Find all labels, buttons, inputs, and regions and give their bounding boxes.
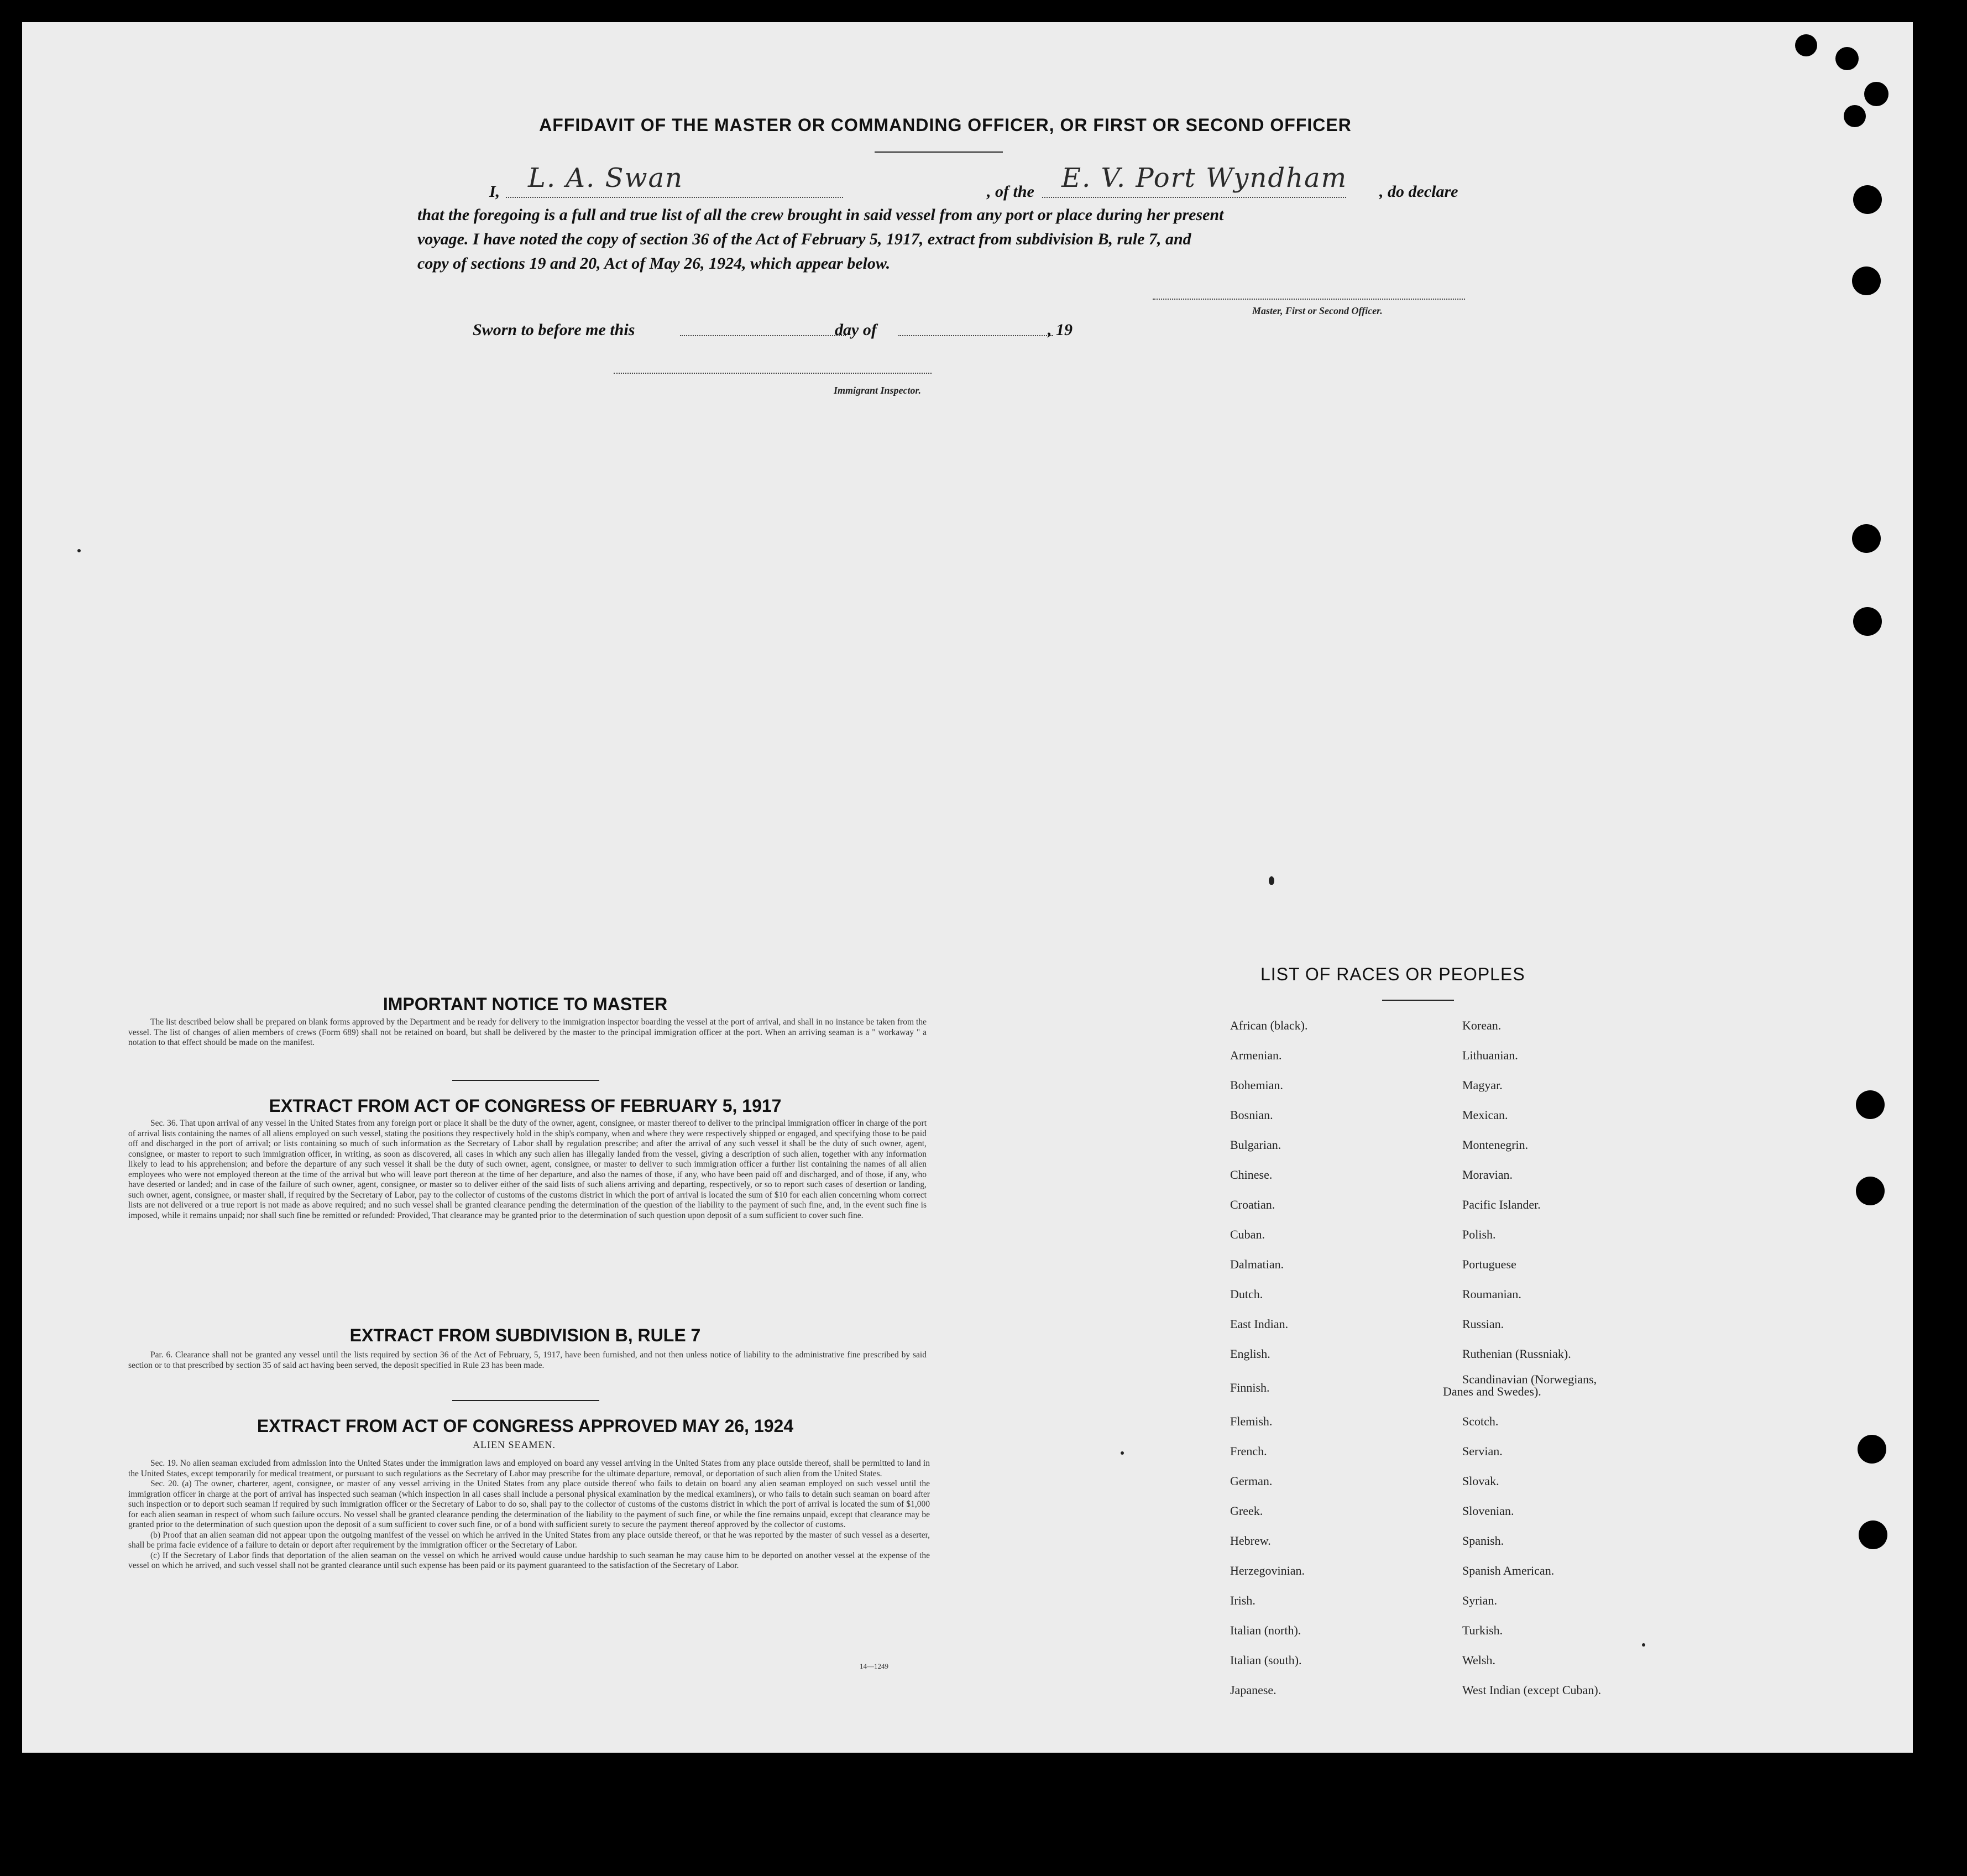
race-item: Welsh.: [1462, 1653, 1495, 1667]
affidavit-title: AFFIDAVIT OF THE MASTER OR COMMANDING OFFICER, OR FIRST OR SECOND OFFICER: [539, 115, 1352, 135]
hole-icon: [1852, 266, 1881, 295]
race-item: Cuban.: [1230, 1227, 1265, 1241]
race-item: Scotch.: [1462, 1414, 1499, 1428]
declaration-line-4: copy of sections 19 and 20, Act of May 26, 1924, which appear below.: [417, 254, 891, 273]
race-item: Slovenian.: [1462, 1504, 1514, 1518]
race-item: English.: [1230, 1347, 1270, 1361]
race-item: Pacific Islander.: [1462, 1198, 1541, 1211]
race-item: Moravian.: [1462, 1168, 1513, 1182]
hole-icon: [1856, 1090, 1885, 1119]
extract-1917-title: EXTRACT FROM ACT OF CONGRESS OF FEBRUARY 5, 1917: [269, 1096, 782, 1116]
race-item: Mexican.: [1462, 1108, 1508, 1122]
extract-1924-title: EXTRACT FROM ACT OF CONGRESS APPROVED MAY 26, 1924: [257, 1416, 794, 1436]
race-item: Korean.: [1462, 1018, 1502, 1032]
section-20a: Sec. 20. (a) The owner, charterer, agent, consignee, or master of any vessel arriving in the United States from any place outside thereof who fails to detain on board any alien seaman employed on such vessel until the immigration officer in charge at the port of arrival has inspected such seaman (which inspection in all cases shall include a personal physical examination by the medical examiners), or who fails to detain such seaman on board after such inspection or to deport such seaman if required by such immigration officer or the Secretary of Labor to do so, shall pay to the collector of customs of the customs district in which the port of arrival is located the sum of $1,000 for each alien seaman in respect of whom such failure occurs. No vessel shall be granted clearance pending the determination of the liability to the payment of such fine, or while the fine remains unpaid, except that clearance may be granted prior to the determination of such question upon the deposit of a sum sufficient to cover such fine, or of a bond with sufficient surety to secure the payment thereof approved by the collector of customs.: [128, 1479, 930, 1529]
notice-body: The list described below shall be prepared on blank forms approved by the Department and be ready for delivery to the immigration inspector boarding the vessel at the port of arrival, and shall in no instance be taken from the vessel. The list of changes of alien members of crews (Form 689) shall not be retained on board, but shall be delivered by the master to the principal immigration officer at the port. When an arriving seaman is a " workaway " a notation to that effect should be made on the manifest.: [128, 1017, 927, 1047]
rule7-title: EXTRACT FROM SUBDIVISION B, RULE 7: [349, 1325, 701, 1345]
inspector-caption: Immigrant Inspector.: [834, 385, 922, 396]
inspector-signature-line: [614, 373, 932, 374]
section-19: Sec. 19. No alien seaman excluded from admission into the United States under the immigration laws and employed on board any vessel arriving in the United States from any place outside thereof, shall be permitted to land in the United States, except temporarily for medical treatment, or pursuant to such regulations as the Secretary of Labor may prescribe for the ultimate departure, removal, or deportation of such alien from the United States.: [128, 1459, 930, 1478]
hole-icon: [1844, 105, 1866, 127]
hole-icon: [1795, 34, 1817, 56]
race-item: Bosnian.: [1230, 1108, 1273, 1122]
race-item: Scandinavian (Norwegians,: [1462, 1372, 1597, 1386]
race-item: Armenian.: [1230, 1048, 1282, 1062]
race-item: Spanish American.: [1462, 1564, 1555, 1577]
race-item: Italian (north).: [1230, 1623, 1301, 1637]
extract-1924-subtitle: ALIEN SEAMEN.: [473, 1439, 556, 1450]
race-item: Ruthenian (Russniak).: [1462, 1347, 1571, 1361]
master-signature: L. A. Swan: [528, 163, 684, 194]
extract-1924-body: [128, 1459, 930, 1662]
race-item: Finnish.: [1230, 1381, 1270, 1394]
race-item: Servian.: [1462, 1444, 1503, 1458]
race-item: Hebrew.: [1230, 1534, 1271, 1548]
declaration-prefix: I,: [489, 182, 500, 201]
section-20c: (c) If the Secretary of Labor finds that deportation of the alien seaman on the vessel on which he arrived would cause undue hardship to such seaman he may cause him to be deported on another vessel at the expense of the vessel on which he arrived, and such vessel shall not be granted clearance until such expense has been paid or its payment guaranteed to the satisfaction of the Secretary of Labor.: [128, 1550, 930, 1570]
race-item: Greek.: [1230, 1504, 1263, 1518]
divider: [452, 1080, 599, 1081]
hole-icon: [1856, 1177, 1885, 1205]
hole-icon: [1858, 1435, 1886, 1464]
race-item: Turkish.: [1462, 1623, 1503, 1637]
sworn-month-field: [898, 335, 1053, 336]
divider: [452, 1400, 599, 1401]
race-item: Bohemian.: [1230, 1078, 1283, 1092]
extract-1917-body: Sec. 36. That upon arrival of any vessel in the United States from any foreign port or place it shall be the duty of the owner, agent, consignee, or master thereof to deliver to the principal immigration officer in charge of the port of arrival lists containing the names of all aliens employed on such vessel, stating the positions they respectively hold in the ship's company, when and where they were respectively shipped or engaged, and specifying those to be paid off and discharged in the port of arrival; or lists containing so much of such information as the Secretary of Labor shall by regulation prescribe; and after the arrival of any such vessel it shall be the duty of such owner, agent, consignee, or master to report to such immigration officer, in writing, as soon as discovered, all cases in which any such alien has illegally landed from the vessel, giving a description of such alien, together with any information likely to lead to his apprehension; and before the departure of any such vessel it shall be the duty of such owner, agent, consignee, or master to deliver to such immigration officer a further list containing the names of all alien employees who were not employed thereon at the time of the arrival but who will leave port thereon at the time of her departure, and also the names of those, if any, who have been paid off and discharged, and of those, if any, who have deserted or landed; and in case of the failure of such owner, agent, consignee, or master so to deliver either of the said lists of such aliens arriving and departing, respectively, or so to report such cases of desertion or landing, such owner, agent, consignee, or master shall, if required by the Secretary of Labor, pay to the collector of customs of the customs district in which the port of arrival is located the sum of $10 for each alien concerning whom correct lists are not delivered or a true report is not made as above required; and no such vessel shall be granted clearance pending the determination of the question of the liability to the payment of such fine, and, in the event such fine is imposed, while it remains unpaid; nor shall such fine be remitted or refunded: Provided, That clearance may be granted prior to the determination of such question upon deposit of a sum sufficient to cover such fine.: [128, 1119, 927, 1220]
form-number: 14—1249: [860, 1662, 888, 1670]
race-item: Lithuanian.: [1462, 1048, 1518, 1062]
race-item: Roumanian.: [1462, 1287, 1521, 1301]
divider: [875, 151, 1003, 153]
race-item: West Indian (except Cuban).: [1462, 1683, 1602, 1697]
race-item: Bulgarian.: [1230, 1138, 1281, 1152]
master-name-field: [506, 197, 843, 198]
race-item: Montenegrin.: [1462, 1138, 1529, 1152]
notice-title: IMPORTANT NOTICE TO MASTER: [383, 994, 668, 1014]
race-item: Dalmatian.: [1230, 1257, 1284, 1271]
race-item: Italian (south).: [1230, 1653, 1302, 1667]
race-item: Japanese.: [1230, 1683, 1277, 1697]
vessel-name-field: [1042, 197, 1346, 198]
race-item: East Indian.: [1230, 1317, 1289, 1331]
race-item: Syrian.: [1462, 1593, 1497, 1607]
race-item: French.: [1230, 1444, 1267, 1458]
hole-icon: [1859, 1520, 1887, 1549]
race-item: Herzegovinian.: [1230, 1564, 1305, 1577]
race-item: Magyar.: [1462, 1078, 1503, 1092]
race-item: Croatian.: [1230, 1198, 1275, 1211]
hole-icon: [1853, 607, 1882, 636]
race-item: Flemish.: [1230, 1414, 1273, 1428]
race-item: Russian.: [1462, 1317, 1504, 1331]
hole-icon: [1852, 524, 1881, 553]
declaration-line-2: that the foregoing is a full and true list of all the crew brought in said vessel from any port or place during her present: [417, 206, 1224, 224]
race-item: Slovak.: [1462, 1474, 1499, 1488]
sworn-day-field: [680, 335, 846, 336]
hole-icon: [1835, 47, 1859, 70]
hole-icon: [1853, 185, 1882, 214]
race-item: Danes and Swedes).: [1443, 1384, 1541, 1398]
declaration-suffix: , do declare: [1379, 182, 1458, 201]
race-item: Dutch.: [1230, 1287, 1263, 1301]
vessel-name-handwritten: E. V. Port Wyndham: [1061, 163, 1348, 194]
section-20b: (b) Proof that an alien seaman did not appear upon the outgoing manifest of the vessel on which he arrived in the United States from any place outside thereof, or that he was reported by the master of such vessel as a deserter, shall be prima facie evidence of a failure to detain or deport after requirement by the immigration officer or the Secretary of Labor.: [128, 1530, 930, 1550]
declaration-mid: , of the: [987, 182, 1034, 201]
master-signature-line: [1153, 299, 1465, 300]
race-item: Polish.: [1462, 1227, 1496, 1241]
master-caption: Master, First or Second Officer.: [1252, 305, 1383, 316]
race-item: Chinese.: [1230, 1168, 1273, 1182]
divider: [1382, 1000, 1454, 1001]
hole-icon: [1864, 82, 1888, 106]
rule7-body: Par. 6. Clearance shall not be granted any vessel until the lists required by section 36 of the Act of February, 5, 1917, have been furnished, and not then unless notice of liability to the administrative fine prescribed by said section or to that prescribed by section 35 of said act having been served, the deposit specified in Rule 23 has been made.: [128, 1350, 927, 1370]
sworn-mid: day of: [835, 321, 877, 339]
race-item: African (black).: [1230, 1018, 1308, 1032]
sworn-prefix: Sworn to before me this: [473, 321, 635, 339]
race-item: German.: [1230, 1474, 1273, 1488]
race-item: Spanish.: [1462, 1534, 1504, 1548]
race-item: Portuguese: [1462, 1257, 1516, 1271]
races-title: LIST OF RACES OR PEOPLES: [1260, 964, 1525, 984]
race-item: Irish.: [1230, 1593, 1255, 1607]
declaration-line-3: voyage. I have noted the copy of section 36 of the Act of February 5, 1917, extract from subdivision B, rule 7, and: [417, 230, 1191, 248]
sworn-suffix: , 19: [1048, 321, 1073, 339]
